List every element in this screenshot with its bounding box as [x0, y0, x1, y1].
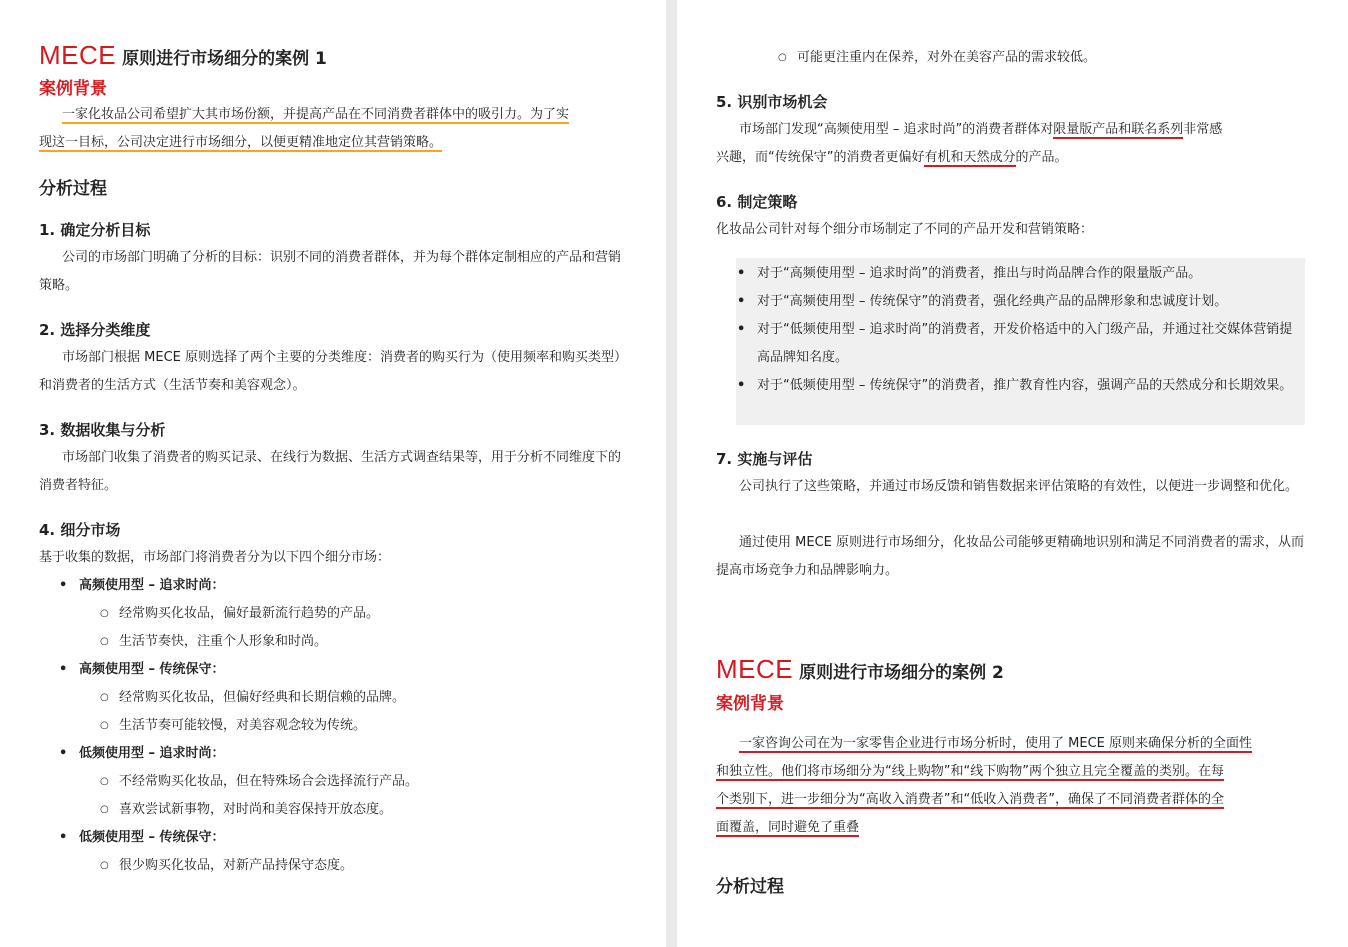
title2-brand: MECE	[716, 654, 794, 684]
section-6-heading: 6. 制定策略	[716, 193, 798, 211]
intro-paragraph	[39, 101, 627, 157]
section-3-heading: 3. 数据收集与分析	[39, 421, 166, 439]
case-background-heading: 案例背景	[39, 79, 107, 99]
section-6-text: 化妆品公司针对每个细分市场制定了不同的产品开发和营销策略：	[716, 222, 1094, 237]
strategy-item-3: • 对于“低频使用型 – 追求时尚”的消费者，开发价格适中的入门级产品，并通过社交媒体营销提高品牌知名度。	[757, 316, 1305, 372]
intro2-line-3: 个类别下，进一步细分为“高收入消费者”和“低收入消费者”，确保了不同消费者群体的全	[716, 792, 1224, 807]
segment-3-item-1: ○ 不经常购买化妆品，但在特殊场合会选择流行产品。	[119, 768, 418, 796]
segment-3-label: • 低频使用型 – 追求时尚：	[79, 740, 225, 768]
segment-2-item-1: ○ 经常购买化妆品，但偏好经典和长期信赖的品牌。	[119, 684, 405, 712]
segment-2-label: • 高频使用型 – 传统保守：	[79, 656, 225, 684]
segment-4-item-2: ○ 可能更注重内在保养，对外在美容产品的需求较低。	[797, 44, 1096, 72]
strategy-item-1: • 对于“高频使用型 – 追求时尚”的消费者，推出与时尚品牌合作的限量版产品。	[757, 260, 1305, 288]
analysis-heading-2: 分析过程	[716, 877, 784, 897]
case-background-heading-2: 案例背景	[716, 694, 784, 714]
intro2-line-2: 和独立性。他们将市场细分为“线上购物”和“线下购物”两个独立且完全覆盖的类别。在每	[716, 764, 1224, 779]
intro2-paragraph	[716, 730, 1306, 842]
segment-1-label: • 高频使用型 – 追求时尚：	[79, 572, 225, 600]
section-7-text: 公司执行了这些策略，并通过市场反馈和销售数据来评估策略的有效性，以便进一步调整和优化。	[739, 479, 1299, 494]
section-7-heading: 7. 实施与评估	[716, 450, 813, 468]
intro2-line-1: 一家咨询公司在为一家零售企业进行市场分析时，使用了 MECE 原则来确保分析的全面性	[739, 736, 1252, 751]
s5-highlight-2: 有机和天然成分	[924, 150, 1016, 165]
conclusion-text: 通过使用 MECE 原则进行市场细分，化妆品公司能够更精确地识别和满足不同消费者的需求，从而提高市场竞争力和品牌影响力。	[716, 535, 1304, 578]
strategy-item-2: • 对于“高频使用型 – 传统保守”的消费者，强化经典产品的品牌形象和忠诚度计划。	[757, 288, 1305, 316]
segment-1-item-2: ○ 生活节奏快，注重个人形象和时尚。	[119, 628, 327, 656]
section-4-heading: 4. 细分市场	[39, 521, 121, 539]
intro-line-1: 一家化妆品公司希望扩大其市场份额，并提高产品在不同消费者群体中的吸引力。为了实	[62, 107, 570, 122]
s5-text-d: 的产品。	[1015, 150, 1068, 165]
section-2-text: 市场部门根据 MECE 原则选择了两个主要的分类维度：消费者的购买行为（使用频率和购买类型）和消费者的生活方式（生活节奏和美容观念）。	[39, 350, 627, 393]
title2-text: 原则进行市场细分的案例 2	[799, 663, 1004, 683]
case2-title	[716, 654, 1004, 685]
section-5-heading: 5. 识别市场机会	[716, 93, 828, 111]
title-text: 原则进行市场细分的案例 1	[122, 49, 327, 69]
segment-4-item-1: ○ 很少购买化妆品，对新产品持保守态度。	[119, 852, 353, 880]
document-page-left	[0, 0, 666, 947]
section-3-text: 市场部门收集了消费者的购买记录、在线行为数据、生活方式调查结果等，用于分析不同维度下的消费者特征。	[39, 450, 622, 493]
s5-text-b: 非常感	[1183, 122, 1223, 137]
s5-text-c: 兴趣，而“传统保守”的消费者更偏好	[716, 150, 925, 165]
section-2-heading: 2. 选择分类维度	[39, 321, 151, 339]
section-4-text: 基于收集的数据，市场部门将消费者分为以下四个细分市场：	[39, 550, 391, 565]
title-brand: MECE	[39, 40, 117, 70]
strategy-item-4: • 对于“低频使用型 – 传统保守”的消费者，推广教育性内容，强调产品的天然成分和长期效果。	[757, 372, 1305, 400]
analysis-heading: 分析过程	[39, 179, 107, 199]
s5-highlight-1: 限量版产品和联名系列	[1053, 122, 1184, 137]
segment-1-item-1: ○ 经常购买化妆品，偏好最新流行趋势的产品。	[119, 600, 379, 628]
segment-2-item-2: ○ 生活节奏可能较慢，对美容观念较为传统。	[119, 712, 366, 740]
intro2-line-4: 面覆盖，同时避免了重叠	[716, 820, 860, 835]
s5-text-a: 市场部门发现“高频使用型 – 追求时尚”的消费者群体对	[739, 122, 1054, 137]
section-5-text	[716, 116, 1306, 172]
segment-3-item-2: ○ 喜欢尝试新事物，对时尚和美容保持开放态度。	[119, 796, 392, 824]
intro-line-2: 现这一目标，公司决定进行市场细分，以便更精准地定位其营销策略。	[39, 135, 443, 150]
section-1-heading: 1. 确定分析目标	[39, 221, 151, 239]
segment-4-label: • 低频使用型 – 传统保守：	[79, 824, 225, 852]
section-1-text: 公司的市场部门明确了分析的目标：识别不同的消费者群体，并为每个群体定制相应的产品和营销策略。	[39, 250, 622, 293]
case1-title	[39, 40, 327, 71]
